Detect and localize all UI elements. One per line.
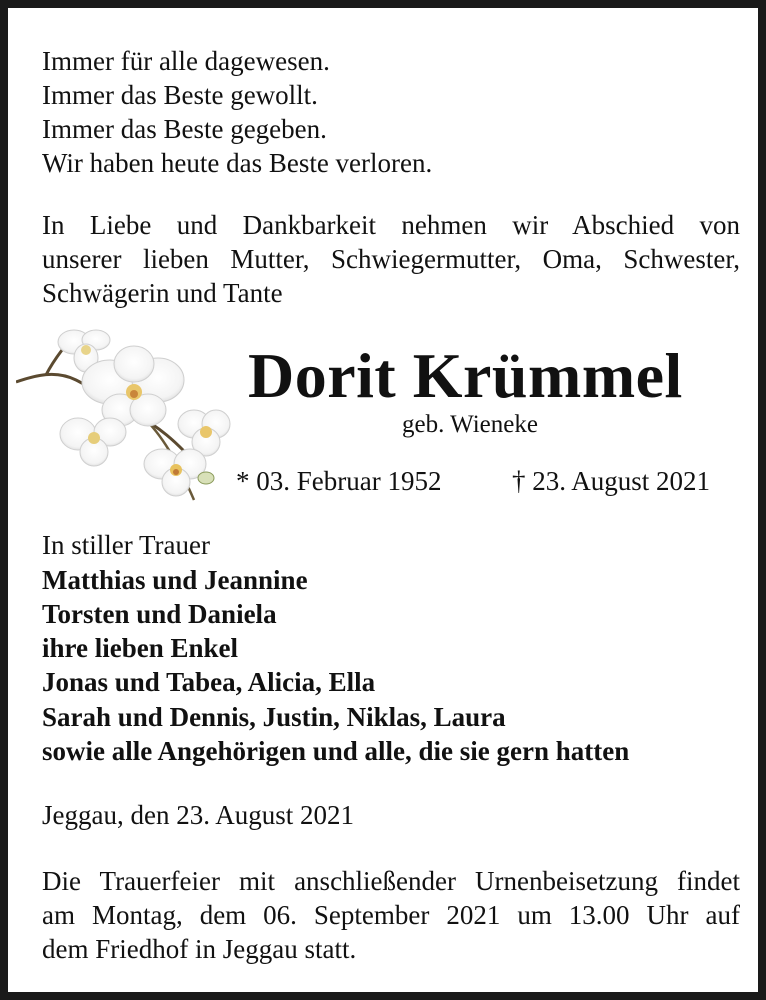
birth-date: * 03. Februar 1952 [236, 466, 442, 496]
intro-paragraph [42, 208, 740, 310]
funeral-line-3: dem Friedhof in Jeggau statt. [42, 934, 357, 964]
mourner-line-6: sowie alle Angehörigen und alle, die sie gern hatten [42, 736, 630, 766]
poem-line-1: Immer für alle dagewesen. [42, 46, 330, 76]
mourner-line-1: Matthias und Jeannine [42, 565, 308, 595]
place-date: Jeggau, den 23. August 2021 [42, 800, 354, 830]
mourner-line-5: Sarah und Dennis, Justin, Niklas, Laura [42, 702, 506, 732]
mourners-intro: In stiller Trauer [42, 530, 210, 560]
mourner-line-4: Jonas und Tabea, Alicia, Ella [42, 667, 376, 697]
intro-line-3: Schwägerin und Tante [42, 278, 283, 308]
poem-line-2: Immer das Beste gewollt. [42, 80, 318, 110]
orchid-icon [16, 320, 231, 510]
mourner-line-3: ihre lieben Enkel [42, 633, 239, 663]
poem-line-4: Wir haben heute das Beste verloren. [42, 148, 433, 178]
funeral-line-1: Die Trauerfeier mit anschließender Urnenbeisetzung findet [42, 866, 740, 896]
deceased-name: Dorit Krümmel [248, 340, 683, 411]
death-date: † 23. August 2021 [512, 466, 711, 496]
mourner-line-2: Torsten und Daniela [42, 599, 277, 629]
poem-line-3: Immer das Beste gegeben. [42, 114, 327, 144]
funeral-paragraph [42, 864, 740, 966]
intro-line-2: unserer lieben Mutter, Schwiegermutter, Oma, Schwester, [42, 244, 740, 274]
intro-line-1: In Liebe und Dankbarkeit nehmen wir Abschied von [42, 210, 740, 240]
maiden-name: geb. Wieneke [402, 411, 538, 438]
funeral-line-2: am Montag, dem 06. September 2021 um 13.00 Uhr auf [42, 900, 740, 930]
